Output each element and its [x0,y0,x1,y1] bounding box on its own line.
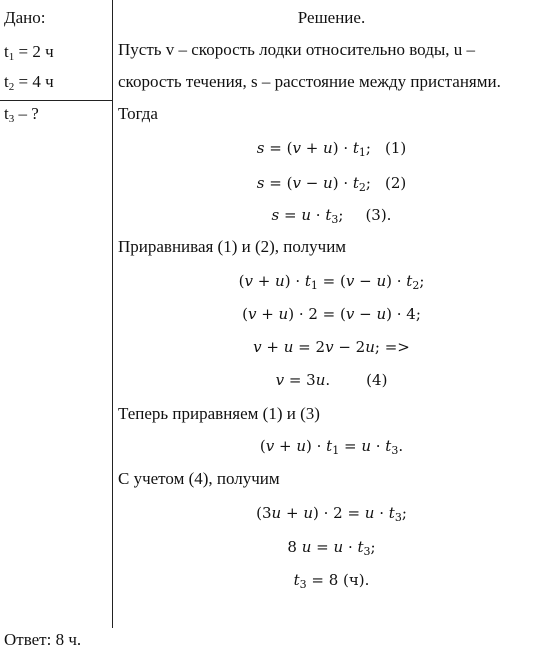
given-divider [0,100,113,101]
equating-1-3-text: Теперь приравняем (1) и (3) [118,404,320,423]
equation-3: $s = u \cdot t_3$; (3). [271,206,392,226]
given-title: Дано: [4,8,46,27]
equation-5: $(v + u) \cdot t_1 = (v - u) \cdot t_2$; [238,272,425,292]
equation-1-label: (1) [384,139,407,157]
result-value: 8 (ч). [328,571,370,589]
given-4-text: С учетом (4), получим [118,469,280,488]
equation-3-label: (3). [365,206,392,224]
given-find: $t_3$ – ? [4,104,39,125]
given-t1-value: 2 ч [32,42,54,61]
equation-8: v = 3u. (4) [275,371,388,389]
solution-title: Решение. [297,8,366,27]
equation-9: $(v + u) \cdot t_1 = u \cdot t_3$. [259,437,404,457]
equation-12: $t_3 = 8$ (ч). [293,571,370,591]
answer-text: Ответ: 8 ч. [4,630,82,649]
given-t2-value: 4 ч [32,72,54,91]
equation-7: v + u = 2v − 2u; => [253,338,410,356]
equation-2-label: (2) [384,174,407,192]
equation-2: $s = (v - u) \cdot t_2$; (2) [256,174,407,194]
given-t1: $t_1 = 2$ ч [4,42,54,63]
equation-8-label: (4) [366,371,388,389]
then-text: Тогда [118,104,158,123]
equation-6: (v + u) · 2 = (v − u) · 4; [242,305,421,323]
intro-line-1: Пусть v – скорость лодки относительно воды, u – [118,40,476,59]
equating-1-2-text: Приравнивая (1) и (2), получим [118,237,347,256]
equation-10: $(3u + u) \cdot 2 = u \cdot t_3$; [256,504,407,524]
given-t2: $t_2 = 4$ ч [4,72,54,93]
equation-1: $s = (v + u) \cdot t_1$; (1) [256,139,407,159]
intro-line-2: скорость течения, s – расстояние между пристанями. [118,72,501,91]
given-find-text: – ? [18,104,39,123]
equation-11: 8 $u = u \cdot t_3$; [287,538,376,558]
